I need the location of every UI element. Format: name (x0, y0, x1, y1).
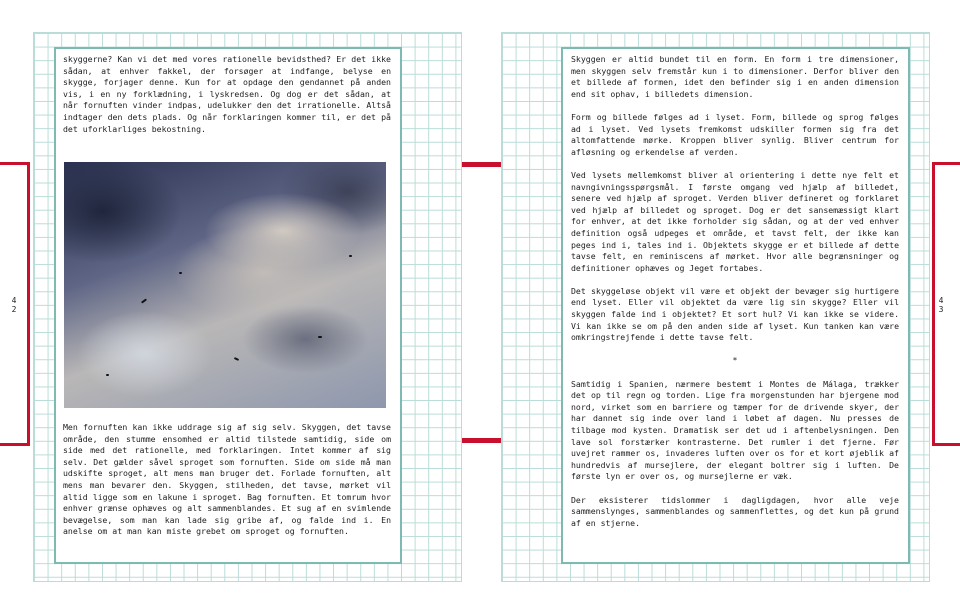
paragraph: Der eksisterer tidslommer i dagligdagen, hvor alle veje sammenslynges, sammenblandes og sammenflettes, og det kun på grund af en stjerne. (571, 494, 899, 528)
right-red-bar-top (458, 162, 501, 167)
bird-icon (234, 357, 239, 361)
left-page (33, 32, 462, 582)
bird-icon (349, 255, 352, 257)
bird-icon (179, 272, 182, 274)
left-top-paragraph: skyggerne? Kan vi det med vores rationelle bevidsthed? Er det ikke sådan, at enhver fakkel, der forsøger at indfange, belyse en skygge, forjager denne. Kun for at opdage den gendannet på anden vis, i en ny forklædning, i lyskredsen. Og dog er det sådan, at når fornuften vinder indpas, udelukker den det irrationelle. Altså indtager den dets plads. Og når forklaringen kommer til, er det på det uforklarliges bekostning. (63, 54, 391, 134)
left-text-frame (54, 47, 402, 564)
left-page-number (10, 296, 18, 314)
right-text-frame (561, 47, 910, 564)
paragraph: Skyggen er altid bundet til en form. En form i tre dimensioner, men skyggen selv fremstår kun i to dimensioner. Derfor bliver den et billede af formen, idet den befinder sig i en anden dimension end sit ophav, i billedets dimension. (571, 54, 899, 99)
bird-icon (106, 374, 109, 376)
paragraph: Ved lysets mellemkomst bliver al orientering i dette nye felt et navngivningsspørgsmål. I første omgang ved hjælp af billedet, senere ved hjælp af sproget. Verden bliver defineret og forklaret ved hjælp af billedet og sproget. Dog er det sansemæssigt klart for enhver, at det ikke forholder sig sådan, og at der ved enhver definition også udpeges et område, et tavst felt, der ikke kan peges ind i, tales ind i. Objektets skygge er et billede af dette tavse felt, en reminiscens af mørket. Hvor alle begrænsninger og definitioner ophæves og Jeget fortabes. (571, 169, 899, 273)
paragraph: Form og billede følges ad i lyset. Form, billede og sprog følges ad i lyset. Ved lysets fremkomst udskiller formen sig fra det altomfattende mørke. Kroppen bliver synlig. Bliver centrum for afløsning og erkendelse af verden. (571, 111, 899, 157)
page-number-digit: 4 (11, 296, 17, 305)
bird-icon (141, 298, 147, 303)
right-page-number (937, 296, 945, 314)
cloudy-sky-photo (64, 162, 386, 408)
bird-icon (318, 336, 322, 338)
page-number-digit: 2 (11, 305, 17, 314)
left-bottom-paragraph: Men fornuften kan ikke uddrage sig af sig selv. Skyggen, det tavse område, den stumme ensomhed er altid tilstede samtidig, side om side med det rationelle, med forklaringen. Intet kommer af sig selv. Det gælder såvel sproget som fornuften. Side om side må man udskifte sproget, alt mens man bruger det. Forlade fornuften, alt mens man bevarer den. Skyggen, stilheden, det tavse, mørket vil altid ligge som en lakune i sproget. Bag fornuften. Et tomrum hvor enhver grænse ophæves og alt sammenblandes. Et sug af en svimlende bevægelse, som man kan lade sig gribe af, og falde ind i. En anelse om at man kan miste grebet om sproget og fornuften. (63, 422, 391, 537)
page-number-digit: 4 (938, 296, 944, 305)
paragraph: Det skyggeløse objekt vil være et objekt der bevæger sig hurtigere end lyset. Eller vil objektet da være lig sin skygge? Eller vil skyggen falde ind i objektet? Et sort hul? Vi kan ikke se videre. Vi kan ikke se om på den anden side af lyset. Kun tanken kan være omkringstrejfende i dette tavse felt. (571, 285, 899, 343)
paragraph: Samtidig i Spanien, nærmere bestemt i Montes de Málaga, trækker det op til regn og torden. Lige fra morgenstunden har bjergene mod nord, virket som en barriere og tæmper for de drivende skyer, der har dannet sig inde over land i løbet af dagen. Nu presses de tilbage mod kysten. Dramatisk ser det ud i aftenbelysningen. Den lave sol forstærker kontrasterne. Det rumler i det fjerne. Før uvejret rammer os, invaderes luften over os for et kort øjeblik af hundredvis af mursejlere, der elegant boltrer sig i luften. De første lyn er over os, og mursejlerne er væk. (571, 378, 899, 482)
section-separator: * (732, 355, 738, 366)
right-page (501, 32, 930, 582)
page-number-digit: 3 (938, 305, 944, 314)
right-text-column (571, 54, 899, 541)
